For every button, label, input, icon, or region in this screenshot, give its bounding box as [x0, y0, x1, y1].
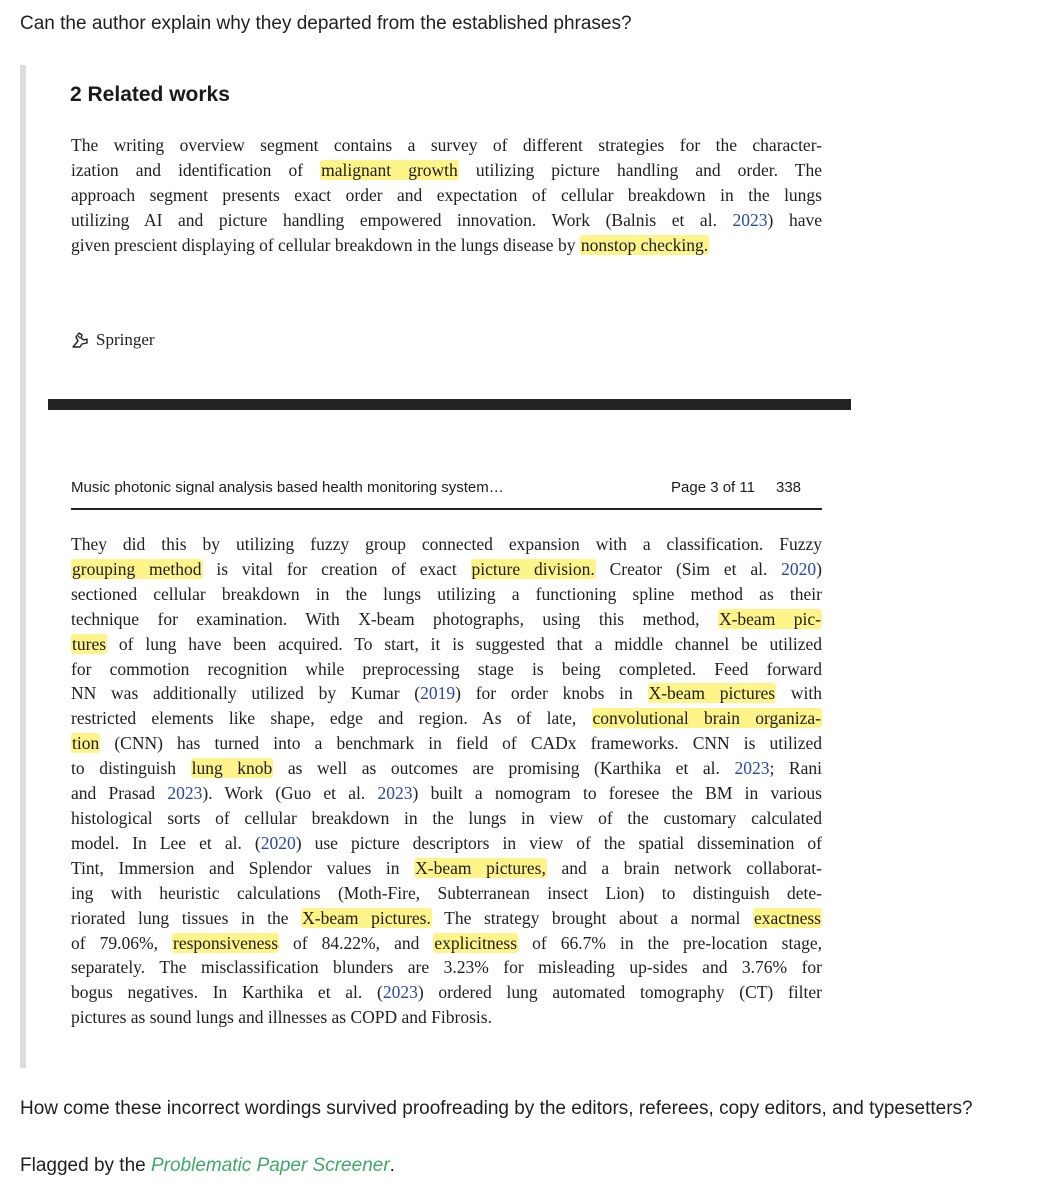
text-line: ization and identification of malignant growth utilizing picture handling and order. The — [71, 160, 822, 180]
citation-link[interactable]: 2023 — [734, 758, 770, 779]
paper-screenshot — [44, 65, 854, 1068]
text-line: sectioned cellular breakdown in the lungs utilizing a functioning spline method as their — [71, 583, 822, 604]
text-line: NN was additionally utilized by Kumar (2019) for order knobs in X-beam pictures with — [71, 683, 822, 704]
highlighted-phrase: exactness — [753, 907, 821, 928]
header-rule — [71, 508, 822, 510]
text-line: separately. The misclassification blunders are 3.23% for misleading up-sides and 3.76% for — [71, 957, 822, 978]
text-line: restricted elements like shape, edge and region. As of late, convolutional brain organiza- — [71, 708, 821, 729]
problematic-paper-screener-link[interactable]: Problematic Paper Screener — [150, 1155, 390, 1176]
flagged-note — [20, 1154, 395, 1178]
springer-logo — [70, 330, 155, 350]
highlighted-phrase: responsiveness — [173, 932, 278, 953]
citation-link[interactable]: 2023 — [377, 783, 413, 804]
comment-question: How come these incorrect wordings survived proofreading by the editors, referees, copy editors, and typesetters? — [20, 1098, 973, 1119]
citation-link[interactable]: 2023 — [732, 210, 768, 230]
text-line: to distinguish lung knob as well as outcomes are promising (Karthika et al. 2023; Rani — [71, 758, 822, 779]
related-works-paragraph — [71, 133, 822, 258]
highlighted-phrase: X-beam pictures, — [415, 857, 546, 878]
text-line: utilizing AI and picture handling empowered innovation. Work (Balnis et al. 2023) have — [71, 210, 822, 230]
section-heading: 2 Related works — [70, 83, 230, 106]
text-line: ing with heuristic calculations (Moth-Fire, Subterranean insect Lion) to distinguish dete- — [71, 882, 822, 903]
flagged-suffix: . — [389, 1155, 395, 1176]
highlighted-phrase: X-beam pictures — [648, 683, 776, 704]
highlighted-phrase: picture division. — [471, 558, 595, 579]
text-line: histological sorts of cellular breakdown in the lungs in view of the customary calculated — [71, 807, 822, 828]
text-line: and Prasad 2023). Work (Guo et al. 2023) built a nomogram to foresee the BM in various — [71, 783, 822, 804]
text-line: given prescient displaying of cellular breakdown in the lungs disease by nonstop checking. — [71, 235, 709, 255]
publisher-name: Springer — [96, 330, 155, 349]
text-line: pictures as sound lungs and illnesses as COPD and Fibrosis. — [71, 1007, 492, 1028]
text-line: model. In Lee et al. (2020) use picture descriptors in view of the spatial dissemination of — [71, 832, 822, 853]
page-break-divider — [48, 399, 851, 410]
highlighted-phrase: grouping method — [72, 558, 202, 579]
running-title: Music photonic signal analysis based health monitoring system… — [71, 479, 504, 496]
quote-bar — [20, 65, 26, 1068]
text-line: bogus negatives. In Karthika et al. (2023) ordered lung automated tomography (CT) filter — [71, 982, 822, 1003]
text-line: grouping method is vital for creation of exact picture division. Creator (Sim et al. 2020) — [72, 558, 822, 579]
highlighted-phrase: X-beam pictures. — [302, 907, 431, 928]
text-line: riorated lung tissues in the X-beam pictures. The strategy brought about a normal exactness — [71, 907, 821, 928]
highlighted-phrase: lung knob — [191, 758, 273, 779]
highlighted-phrase: X-beam pic- — [718, 608, 822, 629]
text-line: Tint, Immersion and Splendor values in X-beam pictures, and a brain network collaborat- — [71, 857, 822, 878]
highlighted-phrase: malignant growth — [321, 160, 458, 180]
text-line: The writing overview segment contains a survey of different strategies for the character- — [71, 135, 822, 155]
springer-horse-icon — [70, 330, 90, 350]
text-line: They did this by utilizing fuzzy group connected expansion with a classification. Fuzzy — [71, 534, 822, 554]
citation-link[interactable]: 2019 — [420, 683, 456, 704]
body-paragraph — [71, 532, 822, 1030]
highlighted-phrase: nonstop checking. — [580, 235, 709, 255]
text-line: for commotion recognition while preprocessing stage is being completed. Feed forward — [71, 658, 822, 679]
comment-intro: Can the author explain why they departed from the established phrases? — [20, 13, 632, 34]
highlighted-phrase: convolutional brain organiza- — [592, 708, 821, 729]
highlighted-phrase: explicitness — [434, 932, 518, 953]
text-line: tures of lung have been acquired. To start, it is suggested that a middle channel be utilized — [72, 633, 822, 654]
page-number: Page 3 of 11 — [671, 479, 755, 496]
flagged-prefix: Flagged by the — [20, 1155, 151, 1176]
citation-link[interactable]: 2020 — [260, 832, 296, 853]
journal-page-number: 338 — [776, 479, 802, 496]
highlighted-phrase: tures — [72, 633, 107, 654]
text-line: tion (CNN) has turned into a benchmark in field of CADx frameworks. CNN is utilized — [72, 733, 822, 754]
text-line: of 79.06%, responsiveness of 84.22%, and explicitness of 66.7% in the pre-location stage, — [71, 932, 822, 953]
citation-link[interactable]: 2020 — [781, 558, 817, 579]
text-line: approach segment presents exact order and expectation of cellular breakdown in the lungs — [71, 185, 822, 205]
citation-link[interactable]: 2023 — [167, 783, 203, 804]
citation-link[interactable]: 2023 — [382, 982, 418, 1003]
highlighted-phrase: tion — [72, 733, 100, 754]
text-line: technique for examination. With X-beam photographs, using this method, X-beam pic- — [71, 608, 822, 629]
